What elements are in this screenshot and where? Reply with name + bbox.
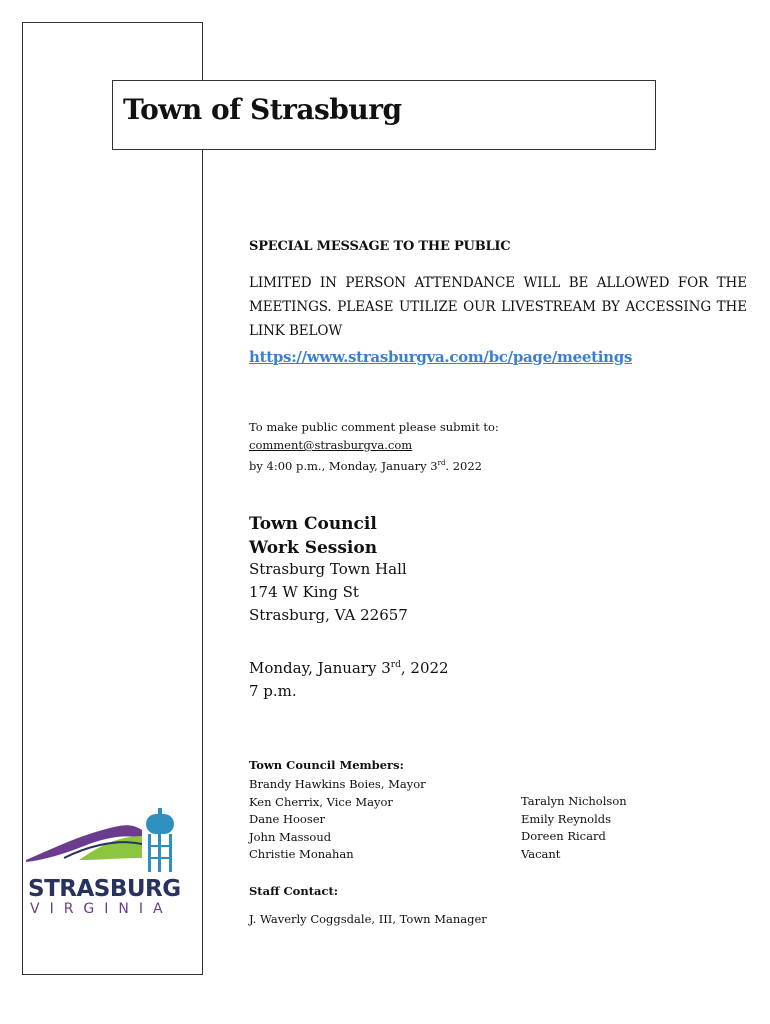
meeting-location: Strasburg Town Hall: [249, 560, 407, 578]
member-name: Brandy Hawkins Boies, Mayor: [249, 777, 426, 791]
meeting-time: 7 p.m.: [249, 682, 297, 700]
meeting-datetime: [249, 654, 747, 703]
deadline-sup: rd: [437, 459, 446, 467]
deadline-suffix: . 2022: [445, 458, 482, 473]
member-name: Dane Hooser: [249, 812, 326, 826]
date-suffix: , 2022: [400, 659, 449, 677]
date-prefix: Monday, January 3: [249, 659, 391, 677]
meeting-city: Strasburg, VA 22657: [249, 606, 408, 624]
comment-email-link[interactable]: comment@strasburgva.com: [249, 438, 413, 452]
public-comment-info: [249, 418, 747, 475]
meeting-address: [249, 558, 747, 627]
member-name: Ken Cherrix, Vice Mayor: [249, 794, 393, 809]
staff-contact-heading: Staff Contact:: [249, 884, 339, 898]
member-name: Emily Reynolds: [521, 811, 612, 826]
page-title: Town of Strasburg: [123, 93, 402, 126]
member-name: Doreen Ricard: [521, 829, 606, 843]
attendance-notice: LIMITED IN PERSON ATTENDANCE WILL BE ALLOWED FOR THE MEETINGS. PLEASE UTILIZE OUR LIVESTREAM BY ACCESSING THE LINK BELOW: [249, 275, 747, 339]
meeting-title-line2: Work Session: [249, 538, 378, 558]
member-name: Taralyn Nicholson: [521, 794, 627, 808]
title-box: [112, 80, 656, 150]
comment-deadline: [249, 454, 747, 475]
member-name: Vacant: [521, 846, 561, 861]
member-name: Christie Monahan: [249, 847, 354, 861]
member-name: John Massoud: [249, 829, 332, 844]
meeting-title: [249, 512, 747, 560]
special-message-heading: SPECIAL MESSAGE TO THE PUBLIC: [249, 239, 511, 254]
deadline-prefix: by 4:00 p.m., Monday, January 3: [249, 458, 438, 473]
members-list-left: [249, 776, 747, 864]
logo-text-virginia: VIRGINIA: [30, 901, 173, 917]
members-list-right: [521, 793, 627, 863]
logo-text-strasburg: STRASBURG: [28, 876, 181, 902]
meeting-street: 174 W King St: [249, 583, 359, 601]
meetings-link[interactable]: https://www.strasburgva.com/bc/page/meetings: [249, 348, 633, 366]
meeting-date: [249, 654, 747, 680]
date-sup: rd: [390, 660, 401, 670]
staff-contact-name: J. Waverly Coggsdale, III, Town Manager: [249, 912, 487, 926]
members-heading: Town Council Members:: [249, 758, 404, 772]
meeting-title-line1: Town Council: [249, 514, 377, 534]
comment-intro-text: To make public comment please submit to:: [249, 420, 499, 434]
